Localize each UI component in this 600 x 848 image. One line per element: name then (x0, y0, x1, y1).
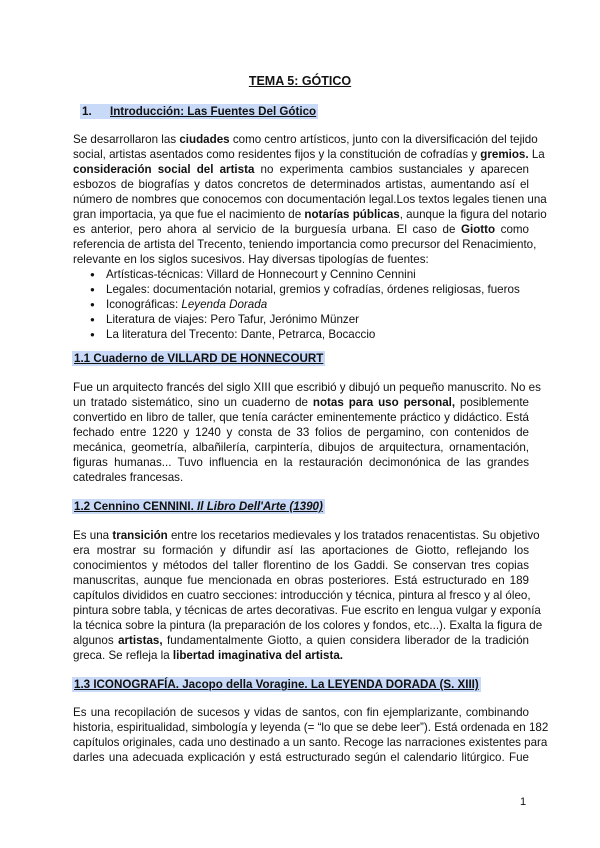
text-run: artistas, (118, 634, 163, 647)
text-line (73, 162, 529, 177)
text-run: no experimenta cambios sustanciales y aparecen (254, 163, 530, 176)
text-line (73, 207, 547, 222)
text-run: 1.2 Cennino CENNINI. (74, 500, 198, 513)
sources-list (90, 267, 520, 342)
text-run: era mostrar su formación y difundir así las aportaciones de Giotto, reflejando los (73, 544, 529, 557)
text-run: libertad imaginativa del artista. (172, 649, 343, 662)
section-heading-text: Introducción: Las Fuentes Del Gótico (110, 105, 317, 118)
text-line (73, 633, 529, 648)
text-line (73, 132, 538, 147)
page-title: TEMA 5: GÓTICO (248, 74, 352, 88)
text-run: conocimientos y métodos del taller florentino de los Gaddi. Se conservan tres copias (73, 559, 529, 572)
text-run: capítulos divididos en cuatro secciones: introducción y técnica, pintura al fresco y al óleo, (73, 589, 531, 602)
list-item (90, 297, 520, 312)
text-run: Giotto (460, 223, 496, 236)
text-line (73, 410, 529, 425)
text-run: fechado entre 1220 y 1240 y consta de 33 folios de pergamino, con contenidos de (73, 426, 529, 439)
text-line (73, 380, 541, 395)
text-line (73, 720, 549, 735)
paragraph-villard (73, 380, 541, 485)
section-number: 1. (82, 105, 92, 118)
text-run: Iconográficas: (106, 298, 182, 311)
text-line (73, 648, 529, 663)
text-run: pintura sobre tabla, y técnicas de artes decorativas. Fue escrito en lengua vulgar y exponía (73, 604, 541, 617)
paragraph-cennini (73, 528, 543, 663)
text-line (73, 470, 529, 485)
text-line (73, 147, 545, 162)
text-run: Artísticas-técnicas: Villard de Honnecourt y Cennino Cennini (106, 268, 416, 281)
section-heading-1-2 (72, 499, 325, 514)
text-line (73, 455, 529, 470)
text-run: Se desarrollaron las (73, 133, 180, 146)
text-run: La (528, 148, 545, 161)
text-run: esbozos de biografías y datos concretos de determinados artistas, aumentando así el (73, 178, 529, 191)
text-run: entre los recetarios medievales y los tratados renacentistas. Su objetivo (167, 529, 540, 542)
text-run: 1.3 ICONOGRAFÍA. Jacopo della Voragine. La LEYENDA DORADA (S. XIII) (74, 678, 479, 691)
text-line (73, 177, 529, 192)
text-run: notarías públicas (304, 208, 400, 221)
text-run: Es una recopilación de sucesos y vidas de santos, con fin ejemplarizante, combinando (73, 706, 529, 719)
section-heading-1 (80, 104, 318, 119)
text-line (73, 237, 537, 252)
text-run: mecánica, geometría, albañilería, carpintería, dibujos de arquitectura, ornamentación, (73, 441, 529, 454)
paragraph-intro (73, 132, 547, 267)
text-run: Fue un arquitecto francés del siglo XIII que escribió y dibujó un pequeño manuscrito. No es (73, 381, 541, 394)
list-item (90, 282, 520, 297)
text-run: ciudades (179, 133, 230, 146)
text-run: gremios. (480, 148, 529, 161)
text-run: consideración social del artista (73, 163, 255, 176)
text-line (73, 252, 529, 267)
text-run: Il Libro Dell'Arte (197, 500, 287, 513)
text-line (73, 192, 547, 207)
text-line (73, 425, 529, 440)
text-run: gran importacia, ya que fue el nacimiento de (73, 208, 305, 221)
text-run: fundamentalmente Giotto, a quien considera liberador de la tradición (162, 634, 529, 647)
text-run: Literatura de viajes: Pero Tafur, Jerónimo Münzer (106, 313, 360, 326)
paragraph-iconografia (73, 705, 549, 765)
text-run: como (495, 223, 529, 236)
text-line (73, 558, 529, 573)
text-run: (1390) (286, 500, 323, 513)
text-run: posiblemente (455, 396, 529, 409)
text-run: 1.1 Cuaderno de VILLARD DE HONNECOURT (74, 352, 324, 365)
text-run: darles una adecuada explicación y está estructurado según el calendario litúrgico. Fue (73, 751, 529, 764)
text-line (73, 705, 529, 720)
text-run: Legales: documentación notarial, gremios y cofradías, órdenes religiosas, fueros (106, 283, 520, 296)
text-run: algunos (73, 634, 119, 647)
text-run: referencia de artista del Trecento, teniendo importancia como precursor del Renacimiento, (73, 238, 537, 251)
text-run: la técnica sobre la pintura (la preparación de los colores y fondos, etc...). Exalta la figura de (73, 619, 543, 632)
text-run: convertido en libro de taller, que tenía carácter eminentemente práctico y didáctico. Está (73, 411, 529, 424)
text-run: relevante en los siglos sucesivos. Hay diversas tipologías de fuentes: (73, 253, 429, 266)
page-number: 1 (520, 796, 527, 808)
text-run: La literatura del Trecento: Dante, Petrarca, Bocaccio (106, 328, 376, 341)
text-run: transición (112, 529, 168, 542)
text-run: Es una (73, 529, 113, 542)
text-line (73, 222, 529, 237)
text-line (73, 543, 529, 558)
text-run: notas para uso personal, (312, 396, 456, 409)
list-item (90, 267, 520, 282)
text-run: greca. Se refleja la (73, 649, 173, 662)
text-line (73, 440, 529, 455)
text-run: social, artistas asentados como residentes fijos y la constitución de cofradías y (73, 148, 481, 161)
text-run: Leyenda Dorada (181, 298, 268, 311)
text-run: , aunque la figura del notario (399, 208, 547, 221)
text-run: catedrales francesas. (73, 471, 184, 484)
text-line (73, 618, 543, 633)
text-line (73, 603, 541, 618)
text-run: número de nombres que conocemos con documentación legal.Los textos legales tienen una (73, 193, 547, 206)
text-run: manuscritas, aunque fue mencionada en obras posteriores. Está estructurado en 189 (73, 574, 529, 587)
text-line (73, 588, 529, 603)
text-line (73, 735, 548, 750)
text-run: es anterior, pero ahora al servicio de la burguesía urbana. El caso de (73, 223, 461, 236)
text-line (73, 750, 529, 765)
section-heading-1-3 (72, 677, 481, 692)
text-run: figuras humanas... Tuvo influencia en la restauración decimonónica de las grandes (73, 456, 529, 469)
text-line (73, 528, 540, 543)
text-run: capítulos originales, cada uno destinado a un santo. Recoge las narraciones existentes para (73, 736, 548, 749)
list-item (90, 312, 520, 327)
text-line (73, 395, 529, 410)
text-run: como centro artísticos, junto con la diversificación del tejido (229, 133, 538, 146)
text-run: un tratado sistemático, sino un cuaderno de (73, 396, 313, 409)
section-heading-1-1 (72, 351, 325, 366)
text-line (73, 573, 529, 588)
list-item (90, 327, 520, 342)
text-run: historia, espiritualidad, simbología y leyenda (= “lo que se debe leer”). Está ordenada en 182 (73, 721, 549, 734)
